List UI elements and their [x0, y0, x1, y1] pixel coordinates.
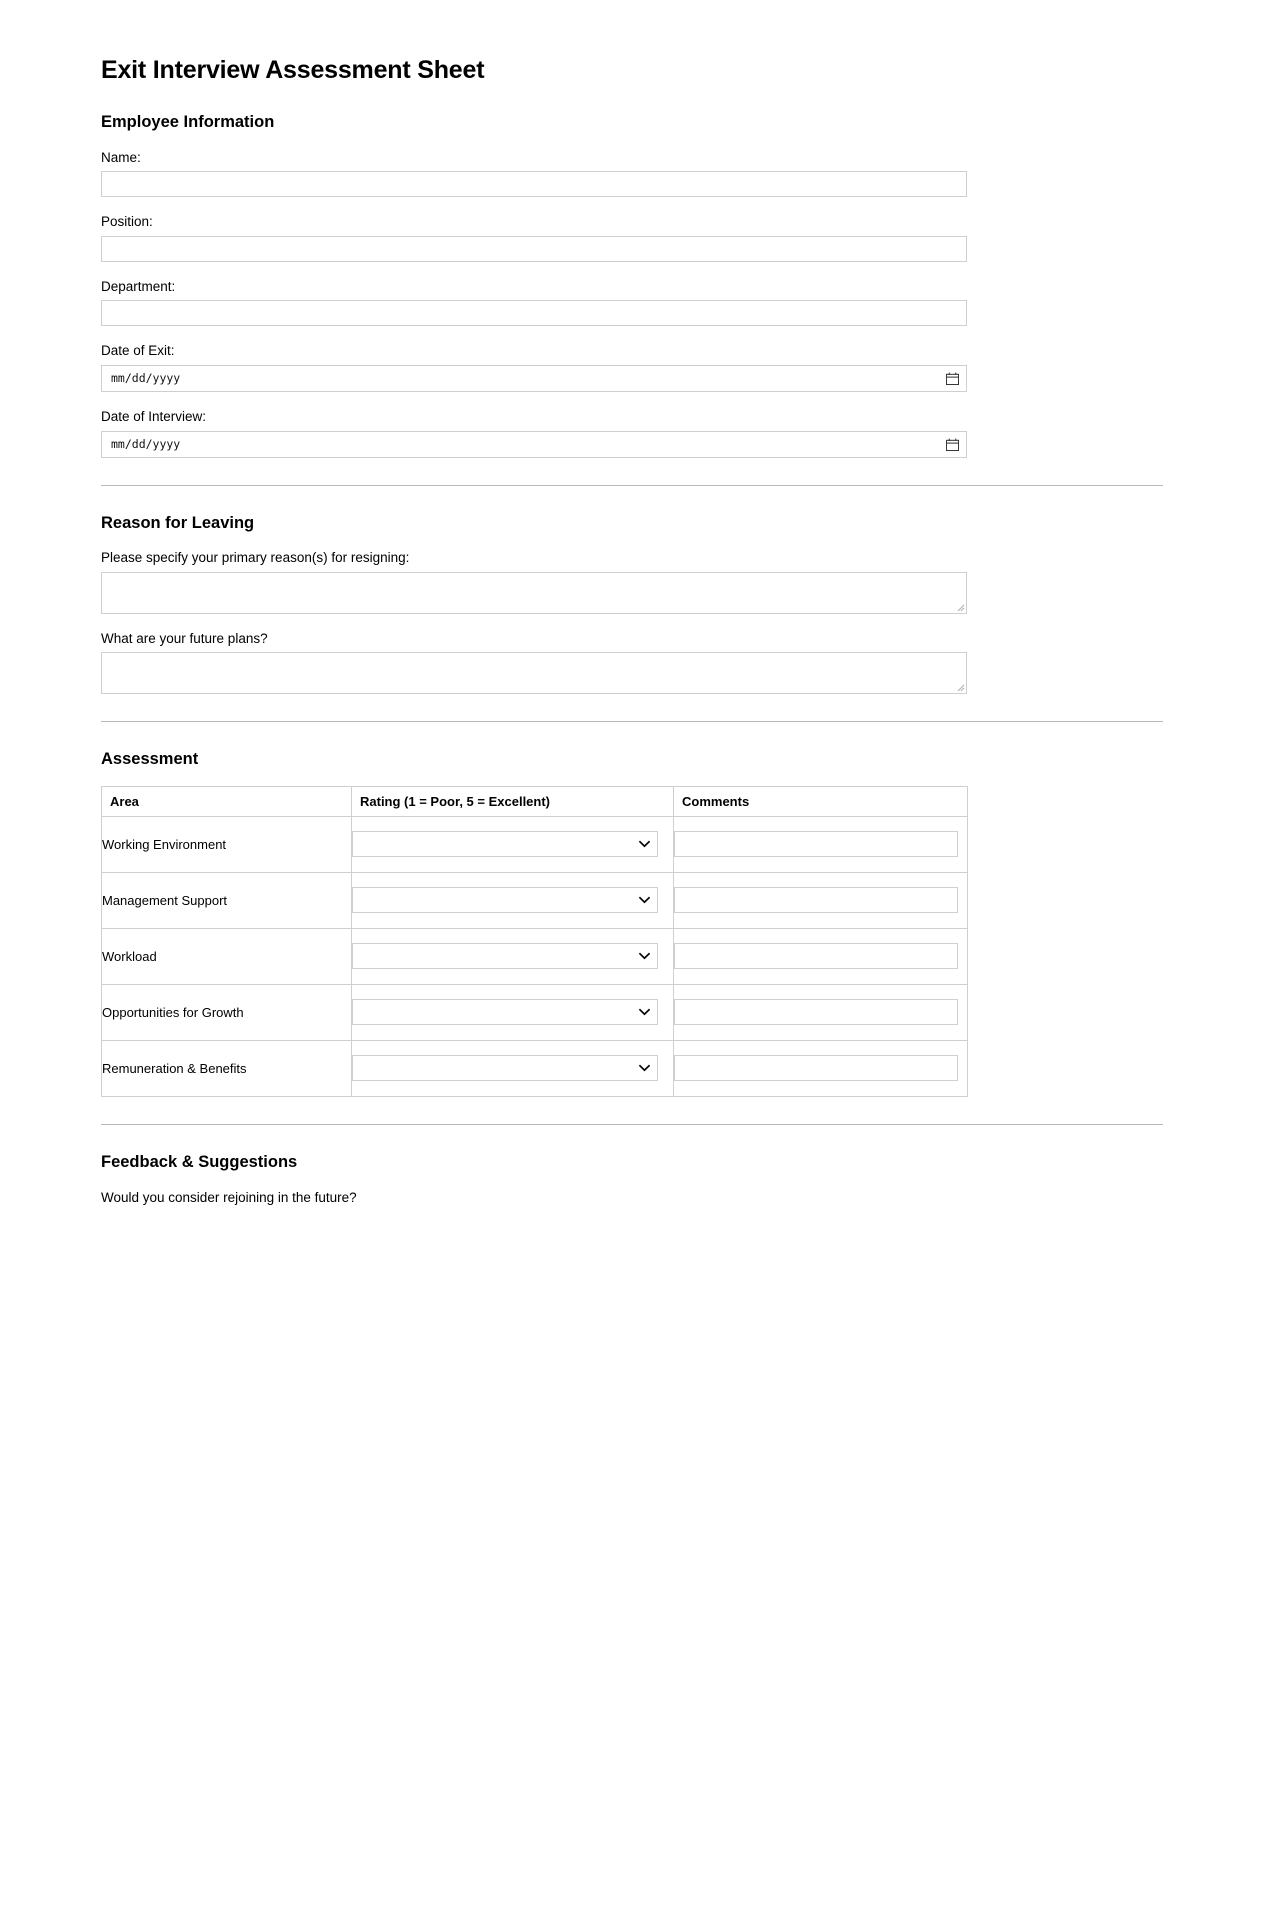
- name-input[interactable]: [101, 171, 967, 197]
- table-row: [102, 816, 968, 872]
- assessment-comment-cell: [674, 1040, 968, 1096]
- rating-select[interactable]: [352, 1055, 658, 1081]
- assessment-comment-cell: [674, 928, 968, 984]
- calendar-icon[interactable]: [946, 372, 959, 385]
- table-row: [102, 984, 968, 1040]
- position-input[interactable]: [101, 236, 967, 262]
- comment-input[interactable]: [674, 999, 958, 1025]
- assessment-area-label: Management Support: [102, 872, 352, 928]
- chevron-down-icon: [639, 896, 650, 904]
- table-row: [102, 1040, 968, 1096]
- comment-input[interactable]: [674, 831, 958, 857]
- assessment-area-label: Workload: [102, 928, 352, 984]
- label-primary-reason: Please specify your primary reason(s) for resigning:: [101, 550, 410, 566]
- label-date-of-exit: Date of Exit:: [101, 343, 175, 359]
- section-heading-employee-information: Employee Information: [101, 113, 275, 131]
- assessment-rating-cell: [352, 1040, 674, 1096]
- assessment-comment-cell: [674, 984, 968, 1040]
- section-heading-reason-for-leaving: Reason for Leaving: [101, 513, 255, 532]
- divider: [101, 721, 1163, 722]
- assessment-rating-cell: [352, 872, 674, 928]
- label-position: Position:: [101, 214, 153, 230]
- comment-input[interactable]: [674, 943, 958, 969]
- column-header-comments: Comments: [674, 787, 968, 817]
- table-row: [102, 872, 968, 928]
- question-rejoining: Would you consider rejoining in the future?: [101, 1189, 357, 1205]
- rating-select[interactable]: [352, 943, 658, 969]
- comment-input[interactable]: [674, 1055, 958, 1081]
- divider: [101, 485, 1163, 486]
- assessment-area-label: Remuneration & Benefits: [102, 1040, 352, 1096]
- page-title: Exit Interview Assessment Sheet: [101, 56, 485, 84]
- divider: [101, 1124, 1163, 1125]
- assessment-area-label: Opportunities for Growth: [102, 984, 352, 1040]
- assessment-rating-cell: [352, 984, 674, 1040]
- assessment-rating-cell: [352, 928, 674, 984]
- calendar-icon[interactable]: [946, 438, 959, 451]
- department-input[interactable]: [101, 300, 967, 326]
- column-header-rating: Rating (1 = Poor, 5 = Excellent): [352, 787, 674, 817]
- label-department: Department:: [101, 278, 176, 294]
- assessment-comment-cell: [674, 872, 968, 928]
- label-name: Name:: [101, 149, 141, 165]
- label-future-plans: What are your future plans?: [101, 630, 268, 646]
- chevron-down-icon: [639, 1008, 650, 1016]
- resize-grip-icon[interactable]: [956, 603, 965, 612]
- assessment-table: [101, 786, 968, 1097]
- table-row: [102, 928, 968, 984]
- section-heading-feedback-suggestions: Feedback & Suggestions: [101, 1152, 298, 1171]
- assessment-comment-cell: [674, 816, 968, 872]
- rating-select[interactable]: [352, 887, 658, 913]
- assessment-area-label: Working Environment: [102, 816, 352, 872]
- resize-grip-icon[interactable]: [956, 683, 965, 692]
- rating-select[interactable]: [352, 999, 658, 1025]
- comment-input[interactable]: [674, 887, 958, 913]
- date-of-interview-input[interactable]: [101, 431, 967, 458]
- date-of-interview-placeholder: mm/dd/yyyy: [111, 437, 181, 452]
- assessment-rating-cell: [352, 816, 674, 872]
- section-heading-assessment: Assessment: [101, 750, 199, 769]
- chevron-down-icon: [639, 840, 650, 848]
- rating-select[interactable]: [352, 831, 658, 857]
- date-of-exit-placeholder: mm/dd/yyyy: [111, 371, 181, 386]
- table-header-row: [102, 787, 968, 817]
- label-date-of-interview: Date of Interview:: [101, 408, 207, 424]
- chevron-down-icon: [639, 1064, 650, 1072]
- future-plans-textarea[interactable]: [101, 652, 967, 694]
- column-header-area: Area: [102, 787, 352, 817]
- date-of-exit-input[interactable]: [101, 365, 967, 392]
- chevron-down-icon: [639, 952, 650, 960]
- primary-reason-textarea[interactable]: [101, 572, 967, 614]
